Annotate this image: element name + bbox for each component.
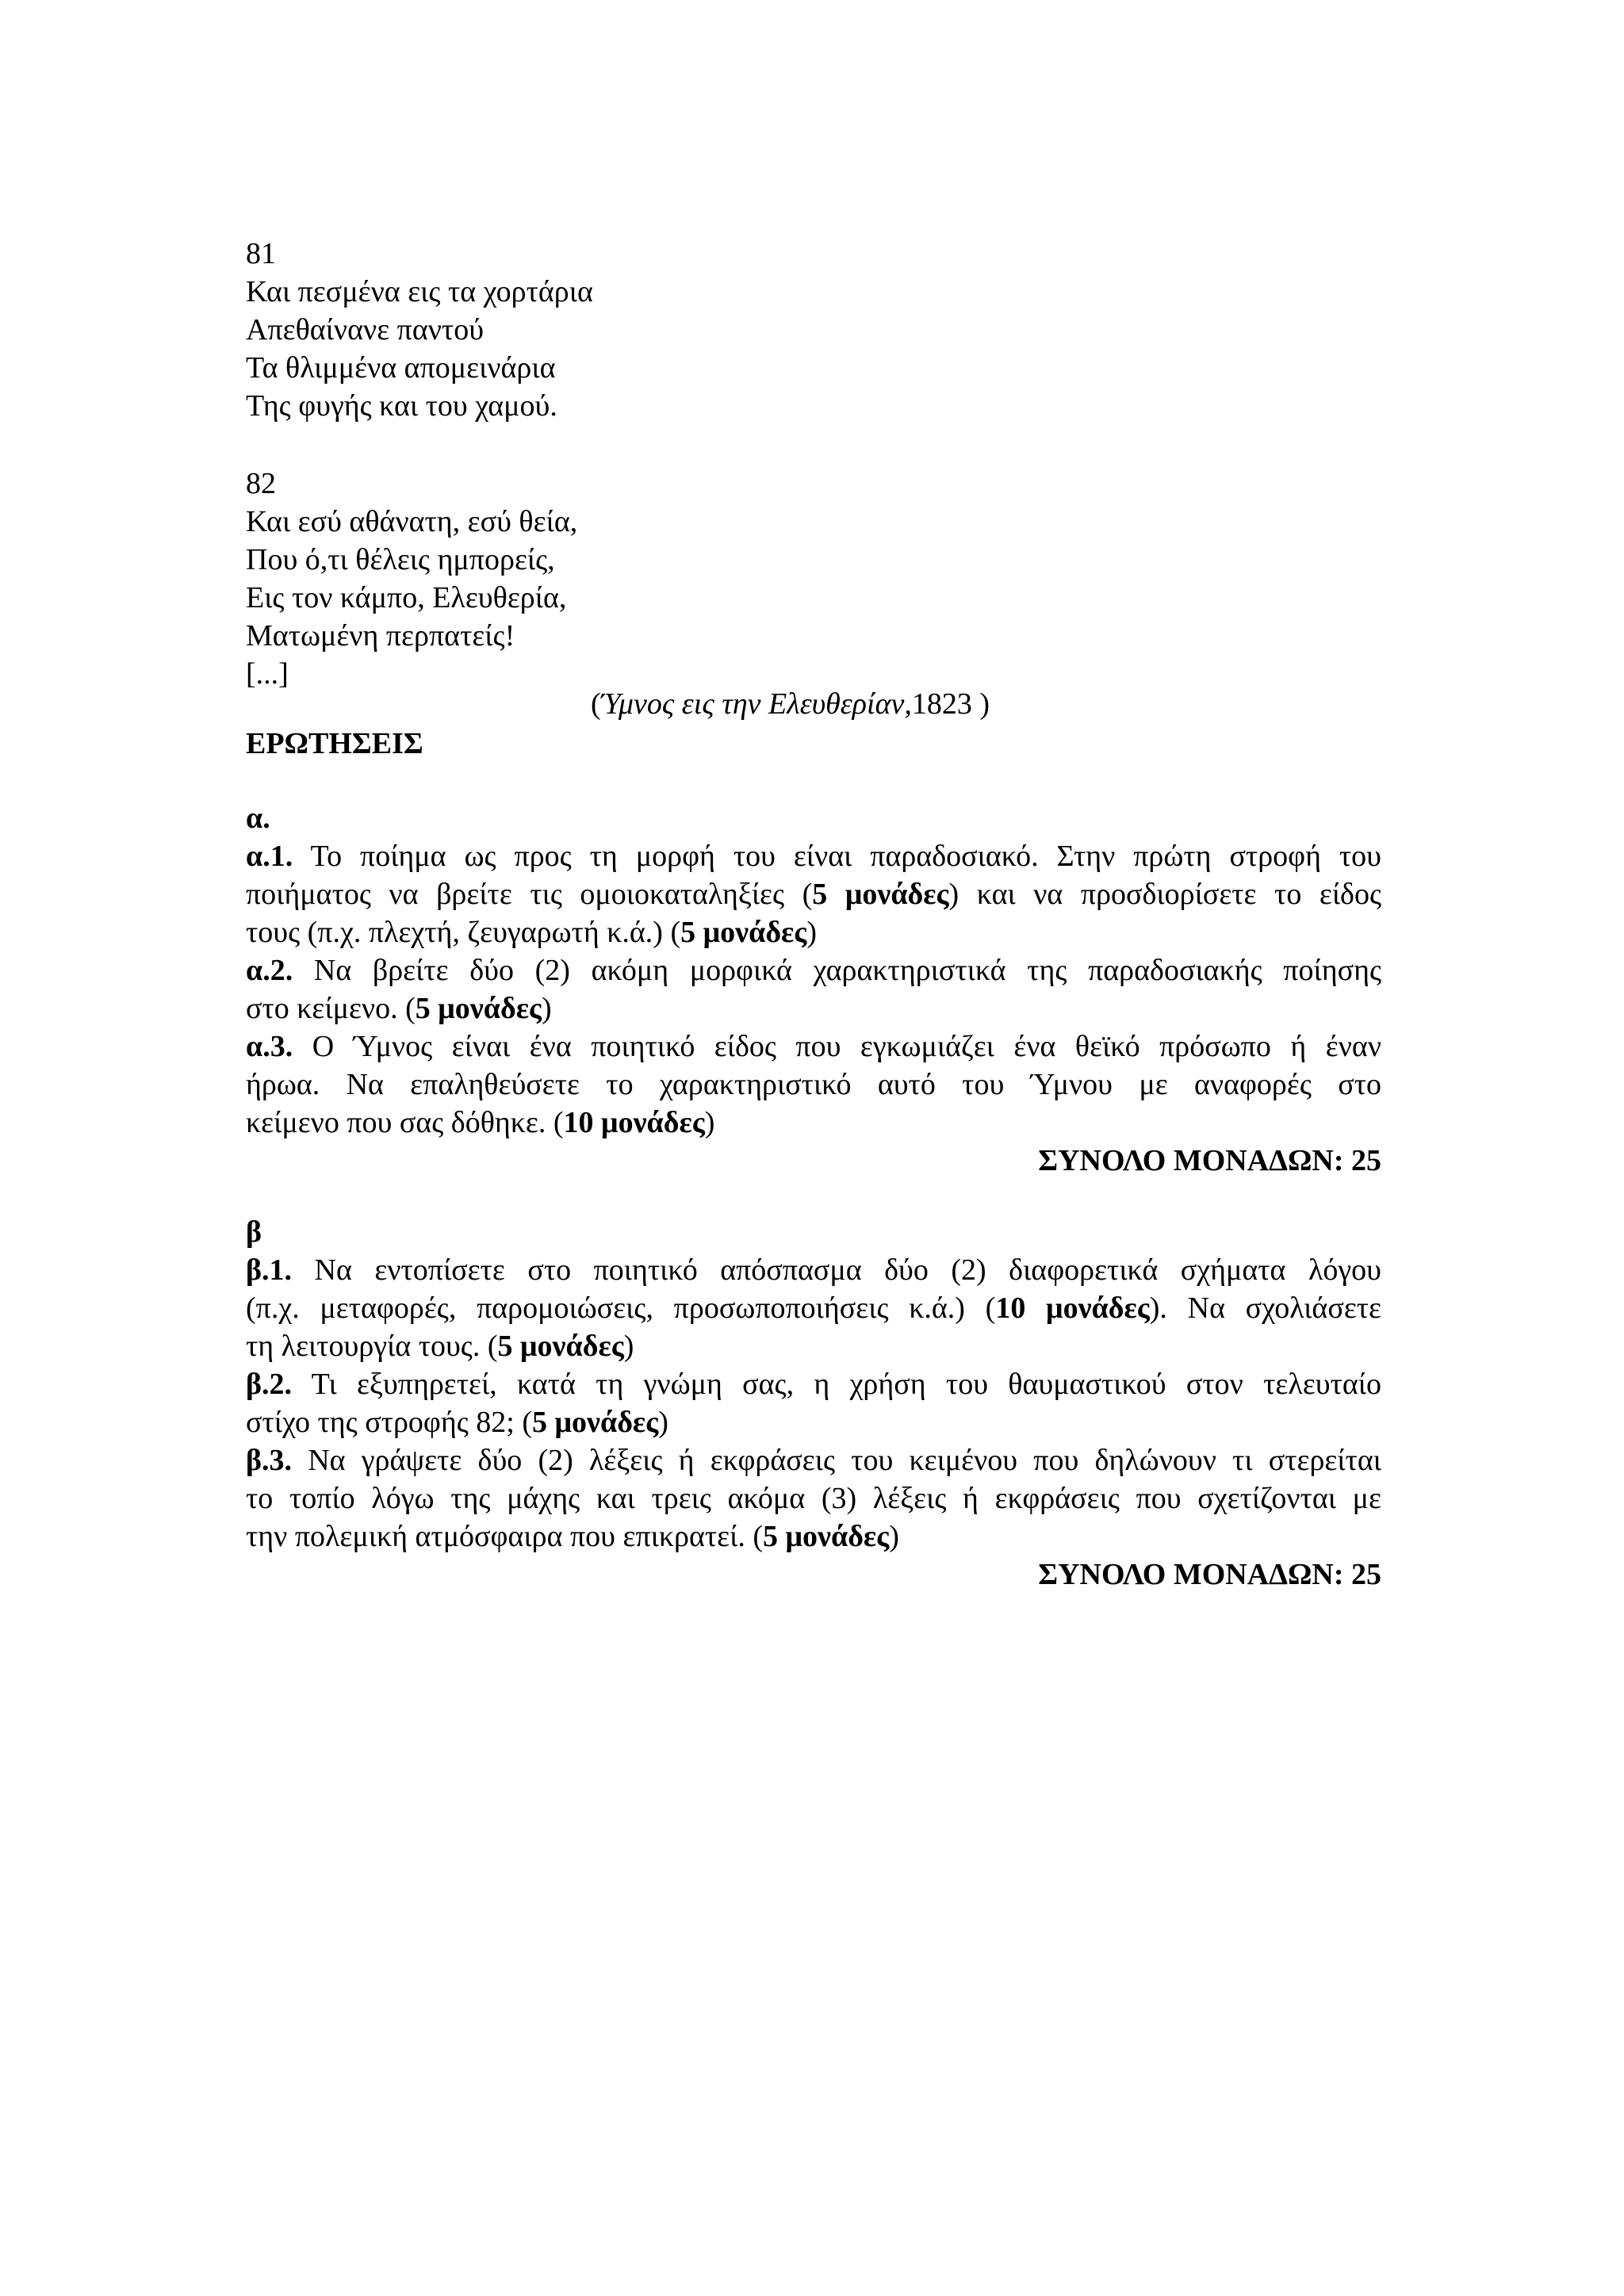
- points: 10 μονάδες: [995, 1292, 1150, 1325]
- verse-line: Της φυγής και του χαμού.: [246, 389, 557, 423]
- question-line: α.3. Ο Ύμνος είναι ένα ποιητικό είδος που εγκωμιάζει ένα θεϊκό πρόσωπο ή έναν: [246, 1030, 1381, 1063]
- ellipsis-line: [...]: [246, 657, 289, 691]
- points: 5 μονάδες: [762, 1520, 890, 1553]
- question-line: τους (π.χ. πλεχτή, ζευγαρωτή κ.ά.) (5 μονάδες): [246, 916, 817, 949]
- question-line: ποιήματος να βρείτε τις ομοιοκαταληξίες (5 μονάδες) και να προσδιορίσετε το είδος: [246, 878, 1382, 911]
- stanza-82: [246, 465, 1381, 693]
- question-line: (π.χ. μεταφορές, παρομοιώσεις, προσωποποιήσεις κ.ά.) (10 μονάδες). Να σχολιάσετε: [246, 1292, 1381, 1325]
- question-line: κείμενο που σας δόθηκε. (10 μονάδες): [246, 1106, 715, 1139]
- question-line: β.3. Να γράψετε δύο (2) λέξεις ή εκφράσεις του κειμένου που δηλώνουν τι στερείται: [246, 1444, 1381, 1477]
- section-b: [246, 1213, 1381, 1594]
- stanza-number: 81: [246, 237, 276, 270]
- points: 5 μονάδες: [497, 1330, 624, 1363]
- section-label: β: [246, 1215, 262, 1249]
- stanza-81: [246, 235, 1381, 425]
- question-line: ήρωα. Να επαληθεύσετε το χαρακτηριστικό αυτό του Ύμνου με αναφορές στο: [246, 1068, 1381, 1101]
- question-a1: [246, 837, 1381, 951]
- question-line: α.2. Να βρείτε δύο (2) ακόμη μορφικά χαρακτηριστικά της παραδοσιακής ποίησης: [246, 954, 1381, 987]
- points: 5 μονάδες: [415, 992, 542, 1025]
- poem-year: 1823 ): [911, 687, 990, 721]
- verse-line: Και εσύ αθάνατη, εσύ θεία,: [246, 505, 578, 538]
- question-line: β.2. Τι εξυπηρετεί, κατά τη γνώμη σας, η χρήση του θαυμαστικού στον τελευταίο: [246, 1368, 1381, 1401]
- question-a2: [246, 951, 1381, 1027]
- question-a3: [246, 1027, 1381, 1142]
- poem-citation: (Ύμνος εις την Ελευθερίαν,1823 ): [591, 687, 990, 721]
- stanza-number: 82: [246, 467, 276, 500]
- question-line: στίχο της στροφής 82; (5 μονάδες): [246, 1406, 668, 1439]
- section-total: ΣΥΝΟΛΟ ΜΟΝΑΔΩΝ: 25: [1038, 1558, 1381, 1591]
- poem-title: Ύμνος εις την Ελευθερίαν,: [600, 687, 912, 721]
- points: 5 μονάδες: [680, 916, 807, 949]
- question-line: στο κείμενο. (5 μονάδες): [246, 992, 552, 1025]
- question-b3: [246, 1441, 1381, 1556]
- question-b2: [246, 1365, 1381, 1441]
- verse-line: Και πεσμένα εις τα χορτάρια: [246, 275, 593, 308]
- points: 5 μονάδες: [812, 878, 949, 911]
- points: 5 μονάδες: [531, 1406, 659, 1439]
- question-line: α.1. Το ποίημα ως προς τη μορφή του είναι παραδοσιακό. Στην πρώτη στροφή του: [246, 840, 1381, 873]
- question-line: το τοπίο λόγω της μάχης και τρεις ακόμα (3) λέξεις ή εκφράσεις που σχετίζονται με: [246, 1482, 1381, 1515]
- section-a: [246, 799, 1381, 1180]
- section-label: α.: [246, 802, 270, 835]
- question-line: την πολεμική ατμόσφαιρα που επικρατεί. (5 μονάδες): [246, 1520, 899, 1553]
- questions-heading: ΕΡΩΤΗΣΕΙΣ: [246, 727, 423, 760]
- verse-line: Εις τον κάμπο, Ελευθερία,: [246, 581, 567, 614]
- section-total: ΣΥΝΟΛΟ ΜΟΝΑΔΩΝ: 25: [1038, 1144, 1381, 1177]
- verse-line: Απεθαίνανε παντού: [246, 313, 485, 346]
- question-line: β.1. Να εντοπίσετε στο ποιητικό απόσπασμα δύο (2) διαφορετικά σχήματα λόγου: [246, 1253, 1381, 1287]
- verse-line: Τα θλιμμένα απομεινάρια: [246, 351, 556, 385]
- points: 10 μονάδες: [563, 1106, 705, 1139]
- question-line: τη λειτουργία τους. (5 μονάδες): [246, 1330, 634, 1363]
- verse-line: Που ό,τι θέλεις ημπορείς,: [246, 543, 555, 576]
- question-b1: [246, 1251, 1381, 1365]
- verse-line: Ματωμένη περπατείς!: [246, 619, 515, 652]
